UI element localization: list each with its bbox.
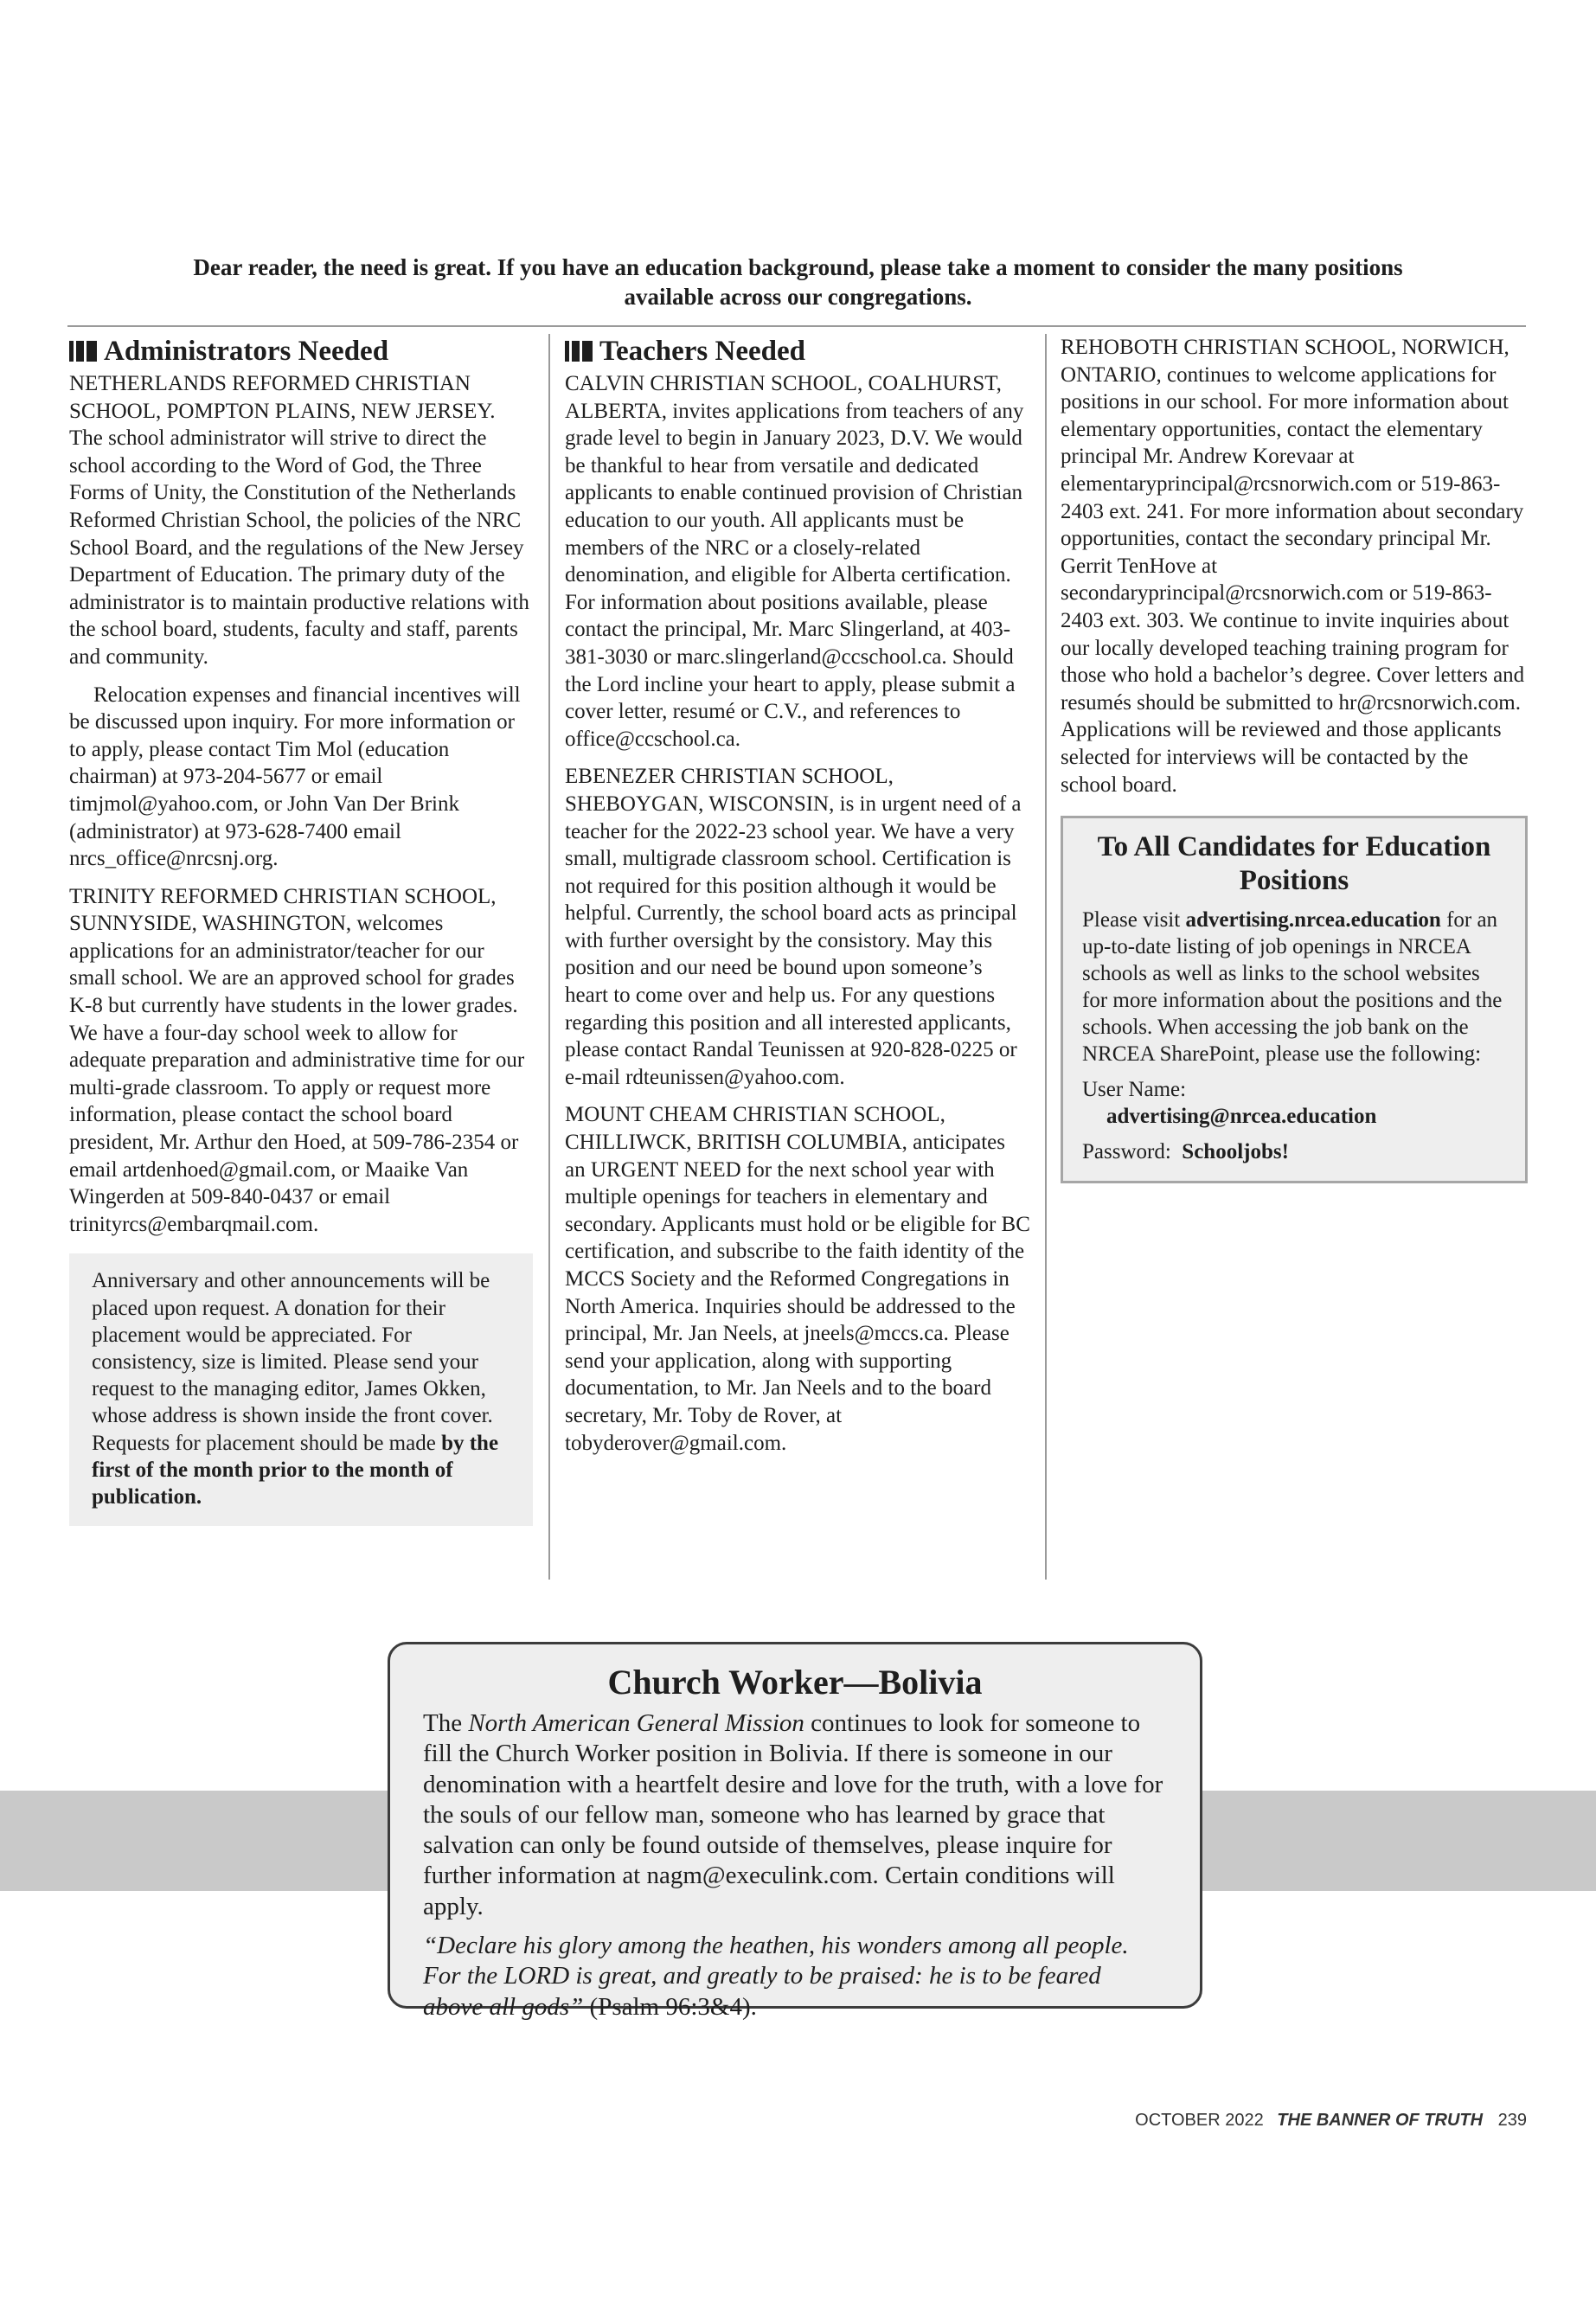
candidates-title: To All Candidates for Education Positions <box>1097 831 1491 897</box>
column-divider <box>1045 334 1047 1580</box>
ad-body: invites applications from teachers of any grade level to begin in January 2023, D.V. We would be thankful to hear from versatile and dedicated applicants to enable continued provision of Christian education to our youth. All applicants must be members of the NRC or a closely-related denomination, and eligible for Alberta certification. For information about positions available, please contact the principal, Mr. Marc Slingerland, at 403-381-3030 or marc.slingerland@ccschool.ca. Should the Lord incline your heart to apply, please submit a cover letter, resumé or C.V., and references to office@ccschool.ca. <box>565 399 1024 751</box>
candidates-box <box>1061 816 1528 1183</box>
school-name: EBENEZER CHRISTIAN SCHOOL, SHEBOYGAN, WISCONSIN, <box>565 765 894 816</box>
administrators-column <box>69 334 533 1526</box>
teachers-heading-label: Teachers Needed <box>599 336 805 367</box>
ad-body: anticipates an URGENT NEED for the next school year with multiple openings for teachers in elementary and secondary. Applicants must hold or be eligible for BC certification, and subscribe to the faith identity of the MCCS Society and the Reformed Congregations in North America. Inquiries should be addressed to the principal, Mr. Jan Neels, at jneels@mccs.ca. Please send your application, along with supporting documentation, to Mr. Jan Neels and to the board secretary, Mr. Toby de Rover, at tobyderover@gmail.com. <box>565 1131 1030 1455</box>
ad-body: The school administrator will strive to direct the school according to the Word of God, the Three Forms of Unity, the Constitution of the Netherlands Reformed Christian School, the policies of the NRC School Board, and the regulations of the New Jersey Department of Education. The primary duty of the administrator is to maintain productive relations with the school board, students, faculty and staff, parents and community. <box>69 426 529 669</box>
ad-calvin <box>565 370 1030 753</box>
scripture-quote <box>423 1931 1167 2022</box>
church-worker-box <box>388 1642 1202 2021</box>
page-footer <box>1135 2109 1527 2131</box>
footer-date: OCTOBER 2022 <box>1135 2111 1264 2130</box>
ad-body: welcomes applications for an administrator/teacher for our small school. We are an approved school for grades K-8 but currently have students in the lower grades. We have a four-day school week to allow for adequate preparation and administrative time for our multi-grade classroom. To apply or request more information, please contact the school board president, Mr. Arthur den Hoed, at 509-786-2354 or email artdenhoed@gmail.com, or Maaike Van Wingerden at 509-840-0437 or email trinityrcs@embarqmail.com. <box>69 912 525 1236</box>
ad-netherlands <box>69 370 533 671</box>
ad-body: continues to welcome applications for positions in our school. For more information about elementary opportunities, contact the elementary principal Mr. Andrew Korevaar at elementaryprincipal@rcsnorwich.com or 519-863-2403 ext. 241. For more information about secondary opportunities, contact the secondary principal Mr. Gerrit TenHove at secondaryprincipal@rcsnorwich.com or 519-863-2403 ext. 303. We continue to invite inquiries about our locally developed teaching training program for those who hold a bachelor’s degree. Cover letters and resumés should be submitted to hr@rcsnorwich.com. Applications will be reviewed and those applicants selected for interviews will be contacted by the school board. <box>1061 362 1525 797</box>
ad-ebenezer <box>565 763 1030 1091</box>
password-value: Schooljobs! <box>1182 1140 1289 1164</box>
church-worker-body <box>423 1708 1167 1922</box>
column-bars-icon <box>565 341 593 362</box>
candidates-site-link[interactable]: advertising.nrcea.education <box>1185 908 1441 933</box>
church-worker-title: Church Worker—Bolivia <box>607 1663 983 1702</box>
password-label: Password: <box>1082 1140 1171 1164</box>
school-name: CALVIN CHRISTIAN SCHOOL, COALHURST, ALBERTA, <box>565 372 1002 423</box>
notice-deadline: by the first of the month prior to the month of publication. <box>92 1431 499 1509</box>
user-name-label: User Name: <box>1082 1078 1187 1102</box>
intro-text: Dear reader, the need is great. If you have an education background, please take a moment to consider the many positions available across our congregations. <box>193 254 1403 310</box>
ad-body: is in urgent need of a teacher for the 2022-23 school year. We have a very small, multigrade classroom school. Certification is not required for this position although it would be helpful. Currently, the school board acts as principal with further oversight by the consistory. May this position and our need be bound upon someone’s heart to come over and help us. For any questions regarding this position and all interested applicants, please contact Randal Teunissen at 920-828-0225 or e-mail rdteunissen@yahoo.com. <box>565 792 1022 1089</box>
ad-rehoboth <box>1061 334 1528 798</box>
announcements-notice <box>69 1253 533 1526</box>
notice-text: Anniversary and other announcements will be placed upon request. A donation for their placement would be appreciated. For consistency, size is limited. Please send your request to the managing editor, James Okken, whose address is shown inside the front cover. Requests for placement should be made <box>92 1269 493 1455</box>
school-name: REHOBOTH CHRISTIAN SCHOOL, NORWICH, ONTARIO, <box>1061 336 1509 387</box>
user-name-value: advertising@nrcea.education <box>1106 1105 1377 1129</box>
teachers-column <box>565 334 1030 1467</box>
teachers-heading <box>565 334 1030 369</box>
mission-name: North American General Mission <box>468 1709 804 1737</box>
ad-trinity <box>69 883 533 1239</box>
intro-divider <box>67 325 1526 327</box>
right-column <box>1061 334 1528 1183</box>
administrators-heading <box>69 334 533 369</box>
administrators-heading-label: Administrators Needed <box>104 336 389 367</box>
password-row <box>1082 1138 1506 1165</box>
column-divider <box>548 334 550 1580</box>
candidates-intro-before: Please visit <box>1082 908 1181 933</box>
page-number: 239 <box>1497 2111 1527 2130</box>
candidates-intro-after: for an up-to-date listing of job openings in NRCEA schools as well as links to the school websites for more information about the positions and the schools. When accessing the job bank on the NRCEA SharePoint, please use the following: <box>1082 908 1503 1067</box>
candidates-intro <box>1082 907 1506 1067</box>
ad-mount-cheam <box>565 1101 1030 1457</box>
quote-text: “Declare his glory among the heathen, his wonders among all people. For the LORD is great, and greatly to be praised: he is to be feared above all gods” <box>423 1932 1129 2021</box>
school-name: TRINITY REFORMED CHRISTIAN SCHOOL, SUNNYSIDE, WASHINGTON, <box>69 884 497 936</box>
school-name: MOUNT CHEAM CHRISTIAN SCHOOL, CHILLIWCK, BRITISH COLUMBIA, <box>565 1103 945 1155</box>
quote-reference: (Psalm 96:3&4). <box>589 1992 757 2021</box>
ad-netherlands-continued: Relocation expenses and financial incentives will be discussed upon inquiry. For more information or to apply, please contact Tim Mol (education chairman) at 973-204-5677 or email timjmol@yahoo.com, or John Van Der Brink (administrator) at 973-628-7400 email nrcs_office@nrcsnj.org. <box>69 683 521 871</box>
church-body-before: The <box>423 1709 463 1737</box>
column-bars-icon <box>69 341 97 362</box>
school-name: NETHERLANDS REFORMED CHRISTIAN SCHOOL, POMPTON PLAINS, NEW JERSEY. <box>69 372 496 423</box>
footer-magazine: THE BANNER OF TRUTH <box>1277 2111 1484 2130</box>
church-body-after: continues to look for someone to fill the Church Worker position in Bolivia. If there is someone in our denomination with a heartfelt desire and love for the truth, with a love for the souls of our fellow man, someone who has learned by grace that salvation can only be found outside of themselves, please inquire for further information at nagm@execulink.com. Certain conditions will apply. <box>423 1709 1163 1920</box>
